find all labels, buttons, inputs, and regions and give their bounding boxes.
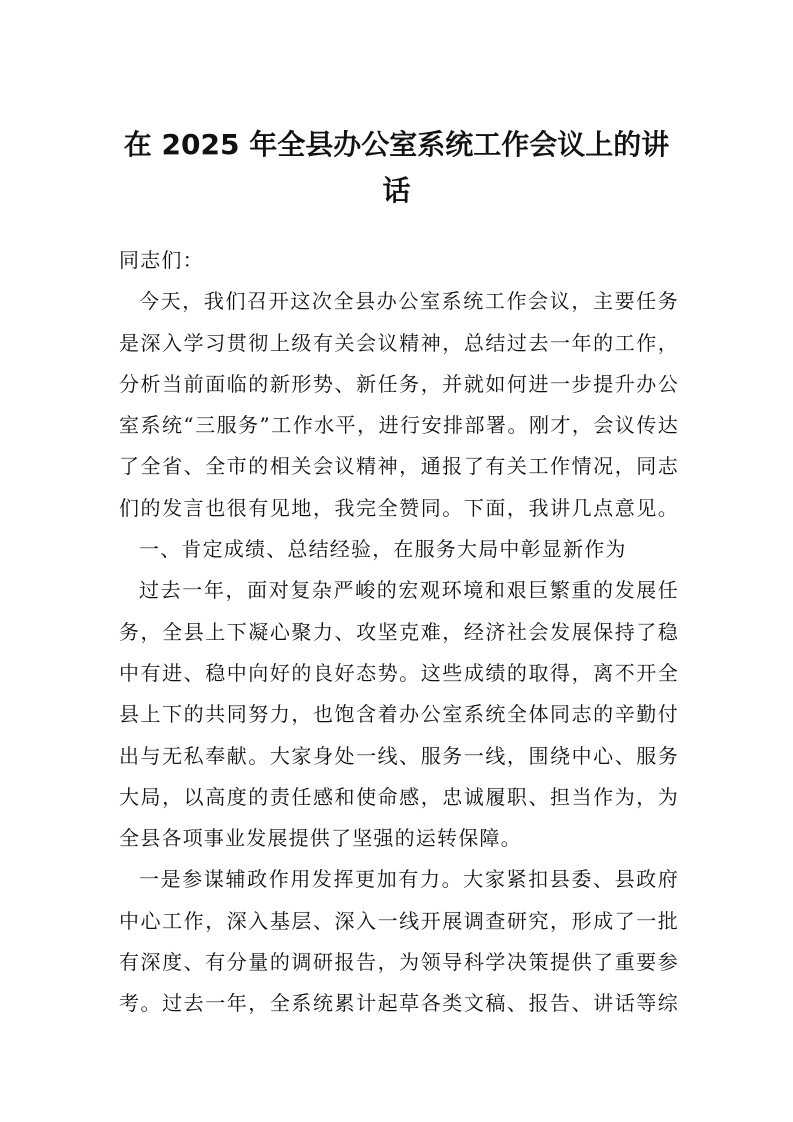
paragraph-line: 一是参谋辅政作用发挥更加有力。大家紧扣县委、县政府 <box>139 867 679 892</box>
paragraph-line: 出与无私奉献。大家身处一线、服务一线，围绕中心、服务 <box>119 743 679 768</box>
title-line-1: 在 2025 年全县办公室系统工作会议上的讲 <box>123 128 670 161</box>
paragraph-line: 分析当前面临的新形势、新任务，并就如何进一步提升办公 <box>119 371 679 396</box>
paragraph-line: 了全省、全市的相关会议精神，通报了有关工作情况，同志 <box>119 454 679 479</box>
paragraph-line: 县上下的共同努力，也饱含着办公室系统全体同志的辛勤付 <box>119 702 679 727</box>
paragraph-line: 考。过去一年，全系统累计起草各类文稿、报告、讲话等综 <box>119 991 679 1016</box>
paragraph-line: 室系统“三服务”工作水平，进行安排部署。刚才，会议传达 <box>119 413 679 438</box>
paragraph-line: 是深入学习贯彻上级有关会议精神，总结过去一年的工作， <box>119 330 679 355</box>
paragraph-line: 今天，我们召开这次全县办公室系统工作会议，主要任务 <box>139 289 679 314</box>
paragraph-line: 务，全县上下凝心聚力、攻坚克难，经济社会发展保持了稳 <box>119 619 679 644</box>
paragraph-line: 有深度、有分量的调研报告，为领导科学决策提供了重要参 <box>119 950 679 975</box>
paragraph-line: 们的发言也很有见地，我完全赞同。下面，我讲几点意见。 <box>119 495 679 520</box>
paragraph-line: 全县各项事业发展提供了坚强的运转保障。 <box>119 826 522 851</box>
document-body <box>119 240 679 1025</box>
paragraph-line: 中心工作，深入基层、深入一线开展调查研究，形成了一批 <box>119 908 679 933</box>
title-line-2: 话 <box>382 174 411 207</box>
paragraph-line: 中有进、稳中向好的良好态势。这些成绩的取得，离不开全 <box>119 660 679 685</box>
paragraph-line: 过去一年，面对复杂严峻的宏观环境和艰巨繁重的发展任 <box>139 578 679 603</box>
section-heading: 一、肯定成绩、总结经验，在服务大局中彰显新作为 <box>139 537 627 562</box>
salutation: 同志们： <box>119 248 204 272</box>
paragraph-line: 大局，以高度的责任感和使命感，忠诚履职、担当作为，为 <box>119 784 679 809</box>
document-title <box>100 122 693 214</box>
